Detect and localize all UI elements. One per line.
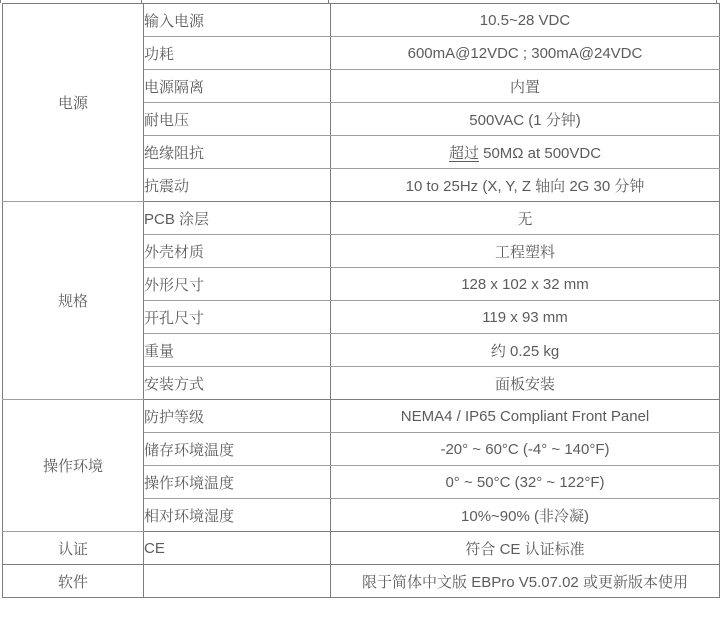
category-cell: 规格 (3, 202, 144, 400)
spec-label-cell: 抗震动 (144, 169, 331, 202)
spec-label-cell: 外形尺寸 (144, 268, 331, 301)
category-cell: 认证 (3, 532, 144, 565)
value-text: 50MΩ at 500VDC (478, 144, 602, 162)
spec-value-cell: 10.5~28 VDC (331, 4, 720, 37)
spec-value-cell: 128 x 102 x 32 mm (331, 268, 720, 301)
spec-label-cell: 操作环境温度 (144, 466, 331, 499)
spec-label-cell: 开孔尺寸 (144, 301, 331, 334)
spec-label-cell: 重量 (144, 334, 331, 367)
table-row (3, 4, 720, 37)
spec-label-cell: 电源隔离 (144, 70, 331, 103)
spec-value-cell (331, 136, 720, 169)
spec-label-cell (144, 565, 331, 598)
spec-label-cell: 功耗 (144, 37, 331, 70)
spec-value-cell: 500VAC (1 分钟) (331, 103, 720, 136)
table-row (3, 202, 720, 235)
underlined-value-text: 超过 (448, 144, 479, 162)
specification-table (2, 3, 720, 598)
spec-value-cell: 限于简体中文版 EBPro V5.07.02 或更新版本使用 (331, 565, 720, 598)
spec-label-cell: PCB 涂层 (144, 202, 331, 235)
spec-value-cell: 工程塑料 (331, 235, 720, 268)
spec-table-body (3, 4, 720, 598)
spec-label-cell: 绝缘阻抗 (144, 136, 331, 169)
spec-label-cell: 储存环境温度 (144, 433, 331, 466)
spec-label-cell: 防护等级 (144, 400, 331, 433)
category-cell: 电源 (3, 4, 144, 202)
table-row (3, 532, 720, 565)
spec-label-cell: 耐电压 (144, 103, 331, 136)
spec-value-cell: 10 to 25Hz (X, Y, Z 轴向 2G 30 分钟 (331, 169, 720, 202)
category-cell: 操作环境 (3, 400, 144, 532)
spec-label-cell: 外壳材质 (144, 235, 331, 268)
spec-value-cell: 0° ~ 50°C (32° ~ 122°F) (331, 466, 720, 499)
spec-value-cell: 600mA@12VDC ; 300mA@24VDC (331, 37, 720, 70)
spec-label-cell: 相对环境湿度 (144, 499, 331, 532)
table-row (3, 565, 720, 598)
spec-value-cell: 约 0.25 kg (331, 334, 720, 367)
table-left-border (0, 0, 1, 3)
spec-value-cell: -20° ~ 60°C (-4° ~ 140°F) (331, 433, 720, 466)
spec-value-cell: 119 x 93 mm (331, 301, 720, 334)
spec-value-cell: 10%~90% (非冷凝) (331, 499, 720, 532)
spec-value-cell: 内置 (331, 70, 720, 103)
category-cell: 软件 (3, 565, 144, 598)
spec-label-cell: 输入电源 (144, 4, 331, 37)
spec-value-cell: 符合 CE 认证标准 (331, 532, 720, 565)
spec-label-cell: 安装方式 (144, 367, 331, 400)
spec-value-cell: 无 (331, 202, 720, 235)
table-row (3, 400, 720, 433)
spec-value-cell: 面板安装 (331, 367, 720, 400)
spec-value-cell: NEMA4 / IP65 Compliant Front Panel (331, 400, 720, 433)
spec-label-cell: CE (144, 532, 331, 565)
